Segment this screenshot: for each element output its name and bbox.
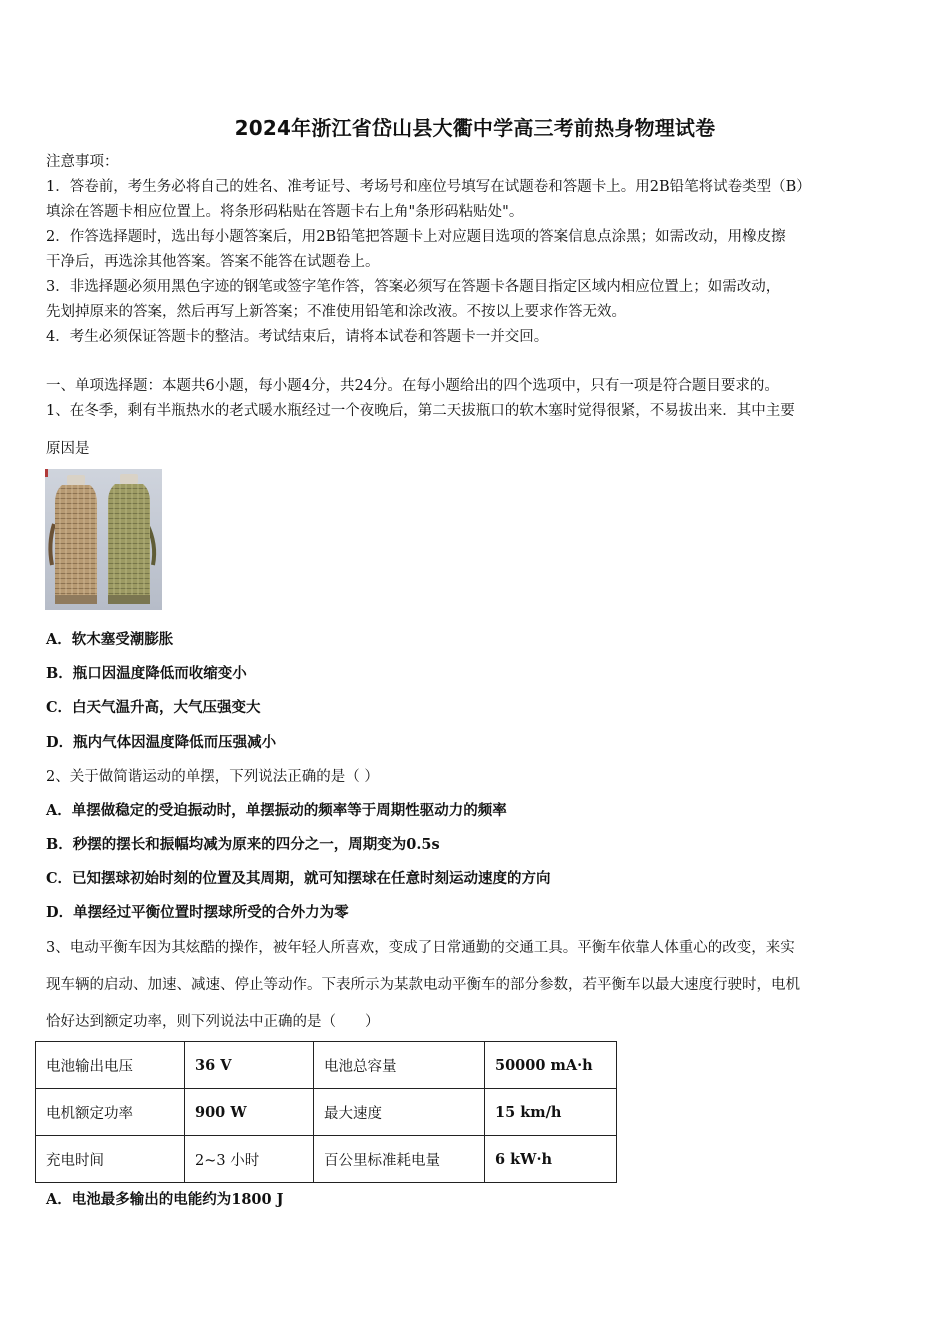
- table-row: [36, 1042, 617, 1089]
- question-1-stem-cont: 原因是: [46, 441, 90, 457]
- table-cell: 2~3 小时: [185, 1136, 314, 1183]
- table-cell: 电池总容量: [314, 1042, 485, 1089]
- table-cell: 最大速度: [314, 1089, 485, 1136]
- table-cell: 50000 mA·h: [485, 1042, 617, 1089]
- table-cell: 电机额定功率: [36, 1089, 185, 1136]
- table-cell: 15 km/h: [485, 1089, 617, 1136]
- question-3-option-a: A．电池最多输出的电能约为1800 J: [46, 1191, 284, 1208]
- question-2-option-a: A．单摆做稳定的受迫振动时，单摆振动的频率等于周期性驱动力的频率: [46, 802, 507, 819]
- spec-table: [35, 1041, 617, 1183]
- notice-line: 先划掉原来的答案，然后再写上新答案；不准使用铅笔和涂改液。不按以上要求作答无效。: [46, 304, 626, 320]
- table-cell: 充电时间: [36, 1136, 185, 1183]
- notice-line: 干净后，再选涂其他答案。答案不能答在试题卷上。: [46, 254, 380, 270]
- notice-line: 填涂在答题卡相应位置上。将条形码粘贴在答题卡右上角"条形码粘贴处"。: [46, 204, 524, 220]
- table-row: [36, 1089, 617, 1136]
- thermos-bottles-photo: [45, 469, 162, 610]
- table-cell: 900 W: [185, 1089, 314, 1136]
- question-2-option-c: C．已知摆球初始时刻的位置及其周期，就可知摆球在任意时刻运动速度的方向: [46, 870, 551, 887]
- question-3-stem: 3、电动平衡车因为其炫酷的操作，被年轻人所喜欢，变成了日常通勤的交通工具。平衡车依靠人体重心的改变，来实: [46, 940, 795, 956]
- question-3-stem-end: 恰好达到额定功率，则下列说法中正确的是（ ）: [46, 1014, 380, 1030]
- notice-line: 4．考生必须保证答题卡的整洁。考试结束后，请将本试卷和答题卡一并交回。: [46, 329, 549, 345]
- table-cell: 6 kW·h: [485, 1136, 617, 1183]
- thermos-bottles-drawing: [45, 469, 162, 610]
- table-row: [36, 1136, 617, 1183]
- question-1-option-a: A．软木塞受潮膨胀: [46, 631, 174, 648]
- question-1-option-d: D．瓶内气体因温度降低而压强减小: [46, 734, 277, 751]
- question-2-option-d: D．单摆经过平衡位置时摆球所受的合外力为零: [46, 904, 349, 921]
- question-3-stem-cont: 现车辆的启动、加速、减速、停止等动作。下表所示为某款电动平衡车的部分参数，若平衡车以最大速度行驶时，电机: [46, 977, 800, 993]
- question-2-stem: 2、关于做简谐运动的单摆，下列说法正确的是（ ）: [46, 769, 379, 785]
- notice-line: 2．作答选择题时，选出每小题答案后，用2B铅笔把答题卡上对应题目选项的答案信息点涂黑；如需改动，用橡皮擦: [46, 229, 786, 245]
- question-1-stem: 1、在冬季，剩有半瓶热水的老式暖水瓶经过一个夜晚后，第二天拔瓶口的软木塞时觉得很紧，不易拔出来．其中主要: [46, 403, 795, 419]
- question-2-option-b: B．秒摆的摆长和振幅均减为原来的四分之一，周期变为0.5s: [46, 836, 440, 853]
- question-1-option-b: B．瓶口因温度降低而收缩变小: [46, 665, 247, 682]
- question-1-option-c: C．白天气温升高，大气压强变大: [46, 699, 261, 716]
- page-title: 2024年浙江省岱山县大衢中学高三考前热身物理试卷: [234, 116, 716, 140]
- notice-heading: 注意事项：: [46, 154, 119, 170]
- table-cell: 百公里标准耗电量: [314, 1136, 485, 1183]
- notice-line: 1．答卷前，考生务必将自己的姓名、准考证号、考场号和座位号填写在试题卷和答题卡上。用2B铅笔将试卷类型（B）: [46, 179, 811, 195]
- section-heading: 一、单项选择题：本题共6小题，每小题4分，共24分。在每小题给出的四个选项中，只有一项是符合题目要求的。: [46, 378, 779, 394]
- notice-line: 3．非选择题必须用黑色字迹的钢笔或签字笔作答，答案必须写在答题卡各题目指定区域内相应位置上；如需改动，: [46, 279, 781, 295]
- table-cell: 36 V: [185, 1042, 314, 1089]
- table-cell: 电池输出电压: [36, 1042, 185, 1089]
